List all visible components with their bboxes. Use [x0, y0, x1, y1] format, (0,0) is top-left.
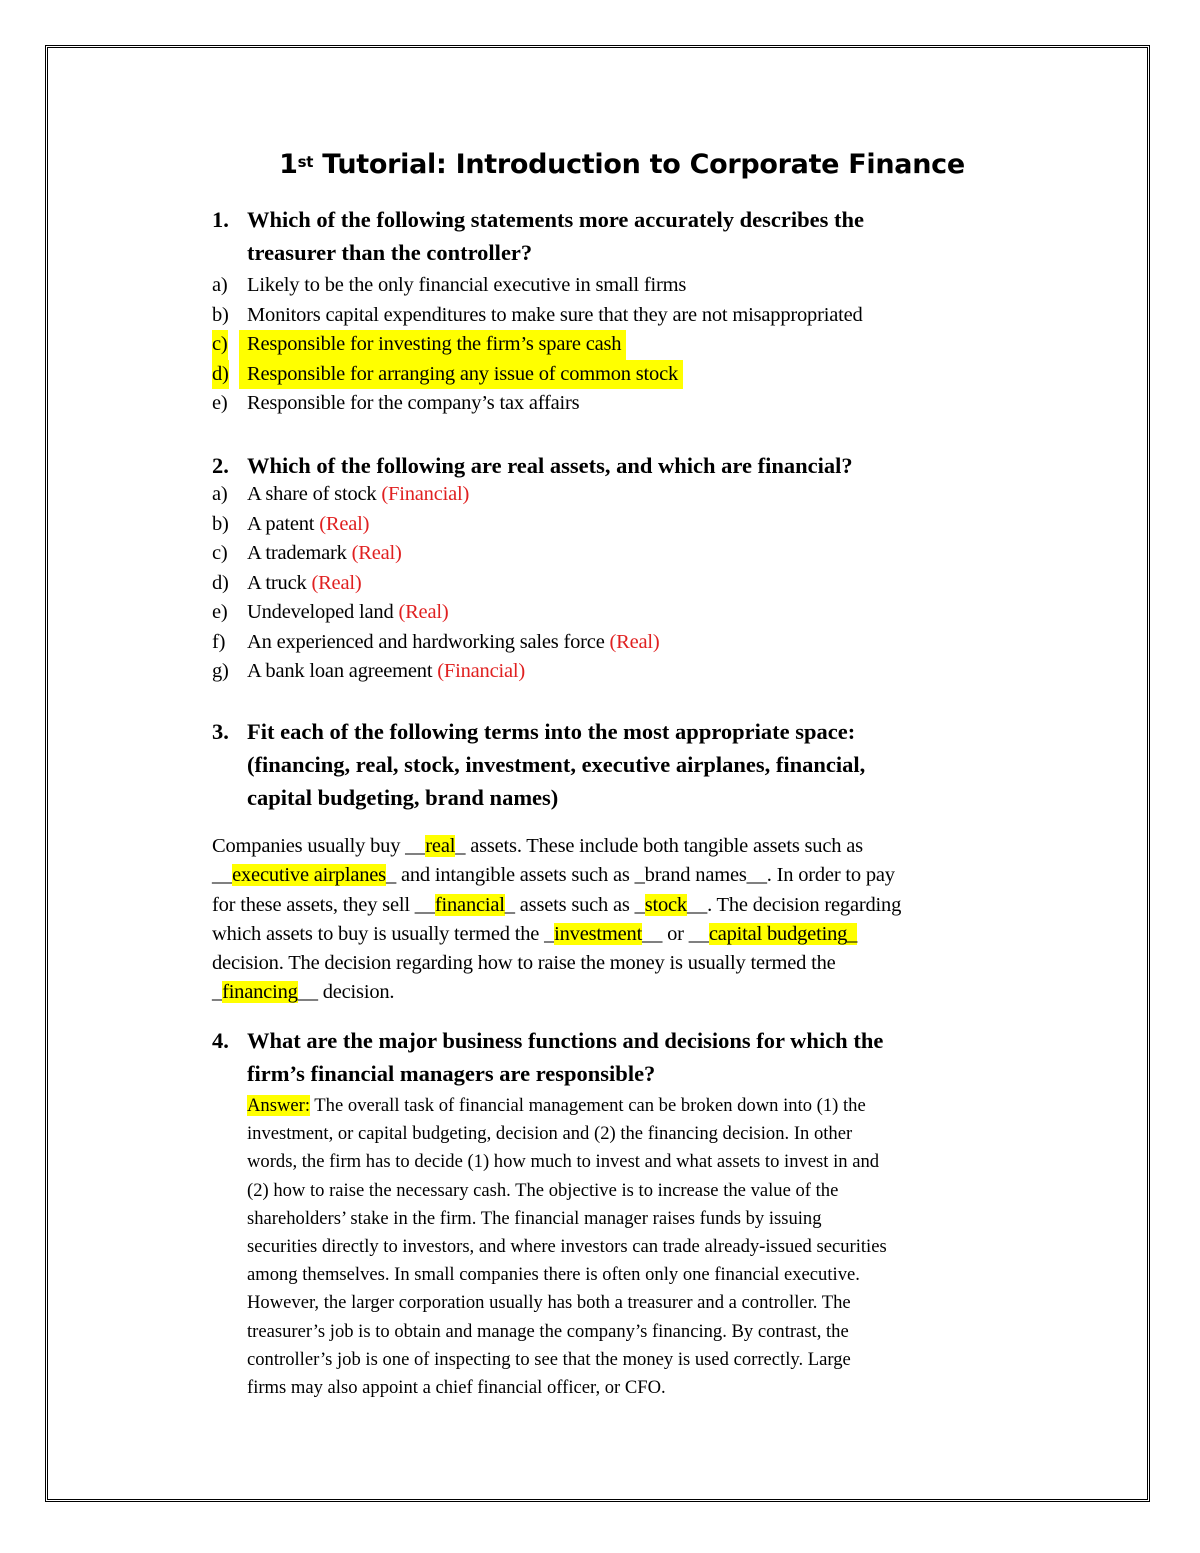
question-number: 4. [212, 1028, 229, 1053]
question-text-line: What are the major business functions and decisions for which the [247, 1028, 884, 1053]
option-e: e) Undeveloped land (Real) [212, 601, 449, 623]
option-a: a) Likely to be the only financial executive in small firms [212, 274, 687, 296]
option-b: b) Monitors capital expenditures to make sure that they are not misappropriated [212, 303, 863, 326]
question-1 [212, 203, 1032, 269]
answer-label: (Real) [398, 601, 449, 623]
question-text-line: Which of the following statements more accurately describes the [247, 207, 864, 232]
question-4 [212, 1024, 1032, 1090]
option-b: b) A patent (Real) [212, 512, 370, 535]
question-text-line: (financing, real, stock, investment, executive airplanes, financial, [247, 752, 866, 777]
question-number: 3. [212, 719, 229, 744]
option-c: c) A trademark (Real) [212, 542, 402, 564]
answer-label: (Real) [351, 542, 402, 564]
fill-in-paragraph: Companies usually buy __real_ assets. These include both tangible assets such as __executive airplanes_ and intangible assets such as _brand names__. In order to pay for these assets, they sell __financial_ assets such as _stock__. The decision regarding which assets to buy is usually termed the _investment__ or __capital budgeting_ decision. The decision regarding how to raise the money is usually termed the _financing__ decision. [212, 835, 902, 1004]
question-number: 1. [212, 207, 229, 232]
answer-label: (Real) [311, 571, 362, 594]
question-text-line: treasurer than the controller? [247, 240, 533, 265]
option-a: a) A share of stock (Financial) [212, 483, 470, 505]
fill-answer: investment [554, 922, 643, 945]
fill-answer: real [425, 835, 456, 857]
answer-label: Answer: [247, 1095, 310, 1116]
fill-answer: executive airplanes [232, 864, 386, 887]
question-2 [212, 449, 1032, 482]
question-text-line: firm’s financial managers are responsible? [247, 1061, 656, 1086]
question-text-line: Fit each of the following terms into the most appropriate space: [247, 719, 856, 744]
option-g: g) A bank loan agreement (Financial) [212, 660, 526, 682]
question-text-line: capital budgeting, brand names) [247, 785, 559, 810]
option-f: f) An experienced and hardworking sales force (Real) [212, 630, 660, 653]
fill-answer: capital budgeting_ [708, 922, 858, 945]
option-e: e) Responsible for the company’s tax affairs [212, 392, 580, 414]
answer-label: (Financial) [381, 483, 470, 505]
answer-label: (Real) [319, 512, 370, 535]
question-2-options [212, 480, 1032, 687]
fill-answer: financing [222, 981, 298, 1004]
question-1-options [212, 271, 1032, 419]
fill-answer: stock [644, 893, 687, 916]
question-text-line: Which of the following are real assets, and which are financial? [247, 453, 853, 478]
question-4-answer: Answer: The overall task of financial management can be broken down into (1) the investment, or capital budgeting, decision and (2) the financing decision. In other words, the firm has to decide (1) how much to invest and what assets to invest in and (2) how to raise the necessary cash. The objective is to increase the value of the shareholders’ stake in the firm. The financial manager raises funds by issuing securities directly to investors, and where investors can trade already-issued securities among themselves. In small companies there is often only one financial executive. However, the larger corporation usually has both a treasurer and a controller. The treasurer’s job is to obtain and manage the company’s financing. By contrast, the controller’s job is one of inspecting to see that the money is used correctly. Large firms may also appoint a chief financial officer, or CFO. [247, 1095, 887, 1398]
question-3 [212, 715, 1032, 814]
fill-answer: financial [434, 893, 505, 916]
title-superscript: st [297, 153, 314, 171]
page-title: 1st Tutorial: Introduction to Corporate Finance [279, 149, 965, 180]
option-c-highlighted: c) Responsible for investing the firm’s spare cash [212, 330, 1032, 360]
option-d-highlighted: d) Responsible for arranging any issue of common stock [212, 360, 1032, 390]
option-d: d) A truck (Real) [212, 571, 362, 594]
question-number: 2. [212, 453, 229, 478]
answer-label: (Real) [609, 630, 660, 653]
answer-label: (Financial) [437, 660, 526, 682]
